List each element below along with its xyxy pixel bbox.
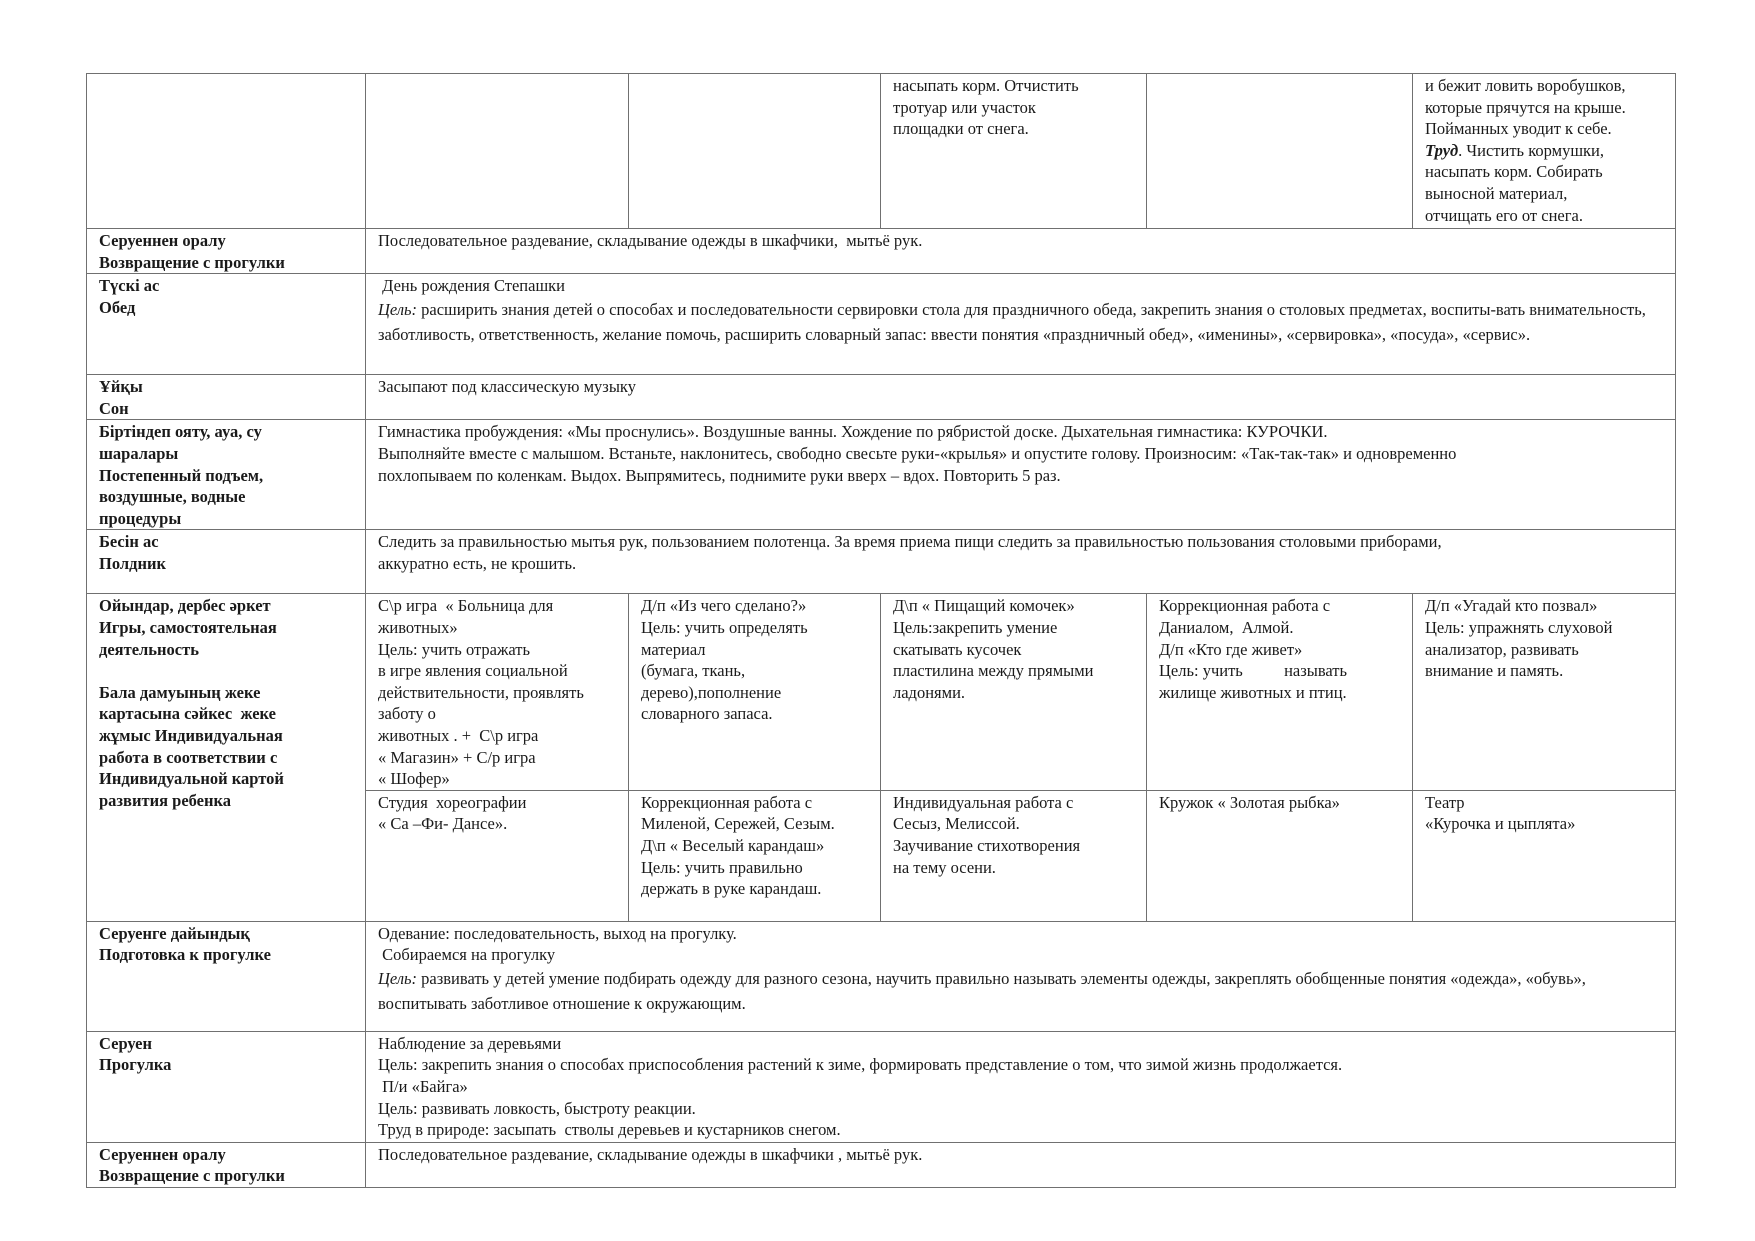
row-header-ru: Обед — [99, 297, 136, 317]
text-line: Даниалом, Алмой. — [1159, 617, 1294, 637]
row-header-kz: Серуен — [99, 1033, 152, 1053]
text-line: Цель: развивать ловкость, быстроту реакции. — [378, 1098, 696, 1118]
games-cell-2 — [629, 594, 881, 790]
row-header-line: картасына сәйкес жеке — [99, 704, 276, 724]
table-row-walk — [87, 1031, 1676, 1142]
text-line: Театр — [1425, 792, 1465, 812]
text-line: насыпать корм. Собирать — [1425, 162, 1603, 182]
text-line: заботу о — [378, 704, 436, 724]
individual-cell-2 — [629, 790, 881, 921]
text-line: « Магазин» + С/р игра — [378, 747, 536, 767]
table-row-wakeup — [87, 420, 1676, 530]
text-line: словарного запаса. — [641, 704, 773, 724]
goal-text: развивать у детей умение подбирать одежду для разного сезона, научить правильно называть элементы одежды, закреплять обобщенные понятия «одежда», «обувь», воспитывать заботливое отношение к окружающим. — [378, 968, 1586, 1013]
text-line: Гимнастика пробуждения: «Мы проснулись». Воздушные ванны. Хождение по рябристой доске. Дыхательная гимнастика: КУРОЧКИ. — [378, 422, 1328, 442]
text-line: Следить за правильностью мытья рук, пользованием полотенца. За время приема пищи следить за правильностью пользования столовыми приборами, — [378, 532, 1442, 552]
row-header-line: Бала дамуының жеке — [99, 682, 261, 702]
row-header-line: Постепенный подъем, — [99, 465, 264, 485]
row-header-kz: Серуеннен оралу — [99, 1144, 226, 1164]
text-line: дерево),пополнение — [641, 682, 782, 702]
row-header-line: деятельность — [99, 639, 199, 659]
text-line: аккуратно есть, не крошить. — [378, 553, 577, 573]
continuation-cell-1 — [366, 74, 629, 229]
text-line: тротуар или участок — [893, 97, 1036, 117]
text-line: ладонями. — [893, 682, 966, 702]
row-header-line: процедуры — [99, 508, 182, 528]
text-line: Миленой, Сережей, Сезым. — [641, 814, 835, 834]
text-line: Студия хореографии — [378, 792, 527, 812]
goal-label: Цель: — [378, 299, 418, 319]
goal-text: расширить знания детей о способах и последовательности сервировки стола для праздничного обеда, закрепить знания о столовых предметах, воспиты-вать внимательность, заботливость, ответственность, желание помочь, расширить словарный запас: ввести понятия «праздничный обед», «именины», «сервировка», «посуда», «сервис». — [378, 299, 1646, 344]
row-header — [87, 530, 366, 594]
row-header — [87, 1031, 366, 1142]
row-header — [87, 274, 366, 375]
text-line: скатывать кусочек — [893, 639, 1022, 659]
text-line: и бежит ловить воробушков, — [1425, 76, 1626, 95]
row-header-kz: Бесін ас — [99, 532, 159, 552]
text-line: Последовательное раздевание, складывание одежды в шкафчики , мытьё рук. — [378, 1144, 923, 1164]
text-line — [1425, 140, 1665, 162]
individual-cell-5 — [1413, 790, 1676, 921]
text-line: Цель: учить правильно — [641, 857, 803, 877]
table-row-lunch — [87, 274, 1676, 375]
row-header-line: воздушные, водные — [99, 487, 246, 507]
text-line: Цель: учить называть — [1159, 661, 1348, 681]
text-line: Цель:закрепить умение — [893, 617, 1058, 637]
lunch-goal — [378, 297, 1665, 347]
continuation-cell-2 — [629, 74, 881, 229]
row-header-line: работа в соответствии с — [99, 747, 278, 767]
text-line: на тему осени. — [893, 857, 996, 877]
row-header-kz: Серуеннен оралу — [99, 231, 226, 250]
row-header-line: Біртіндеп ояту, ауа, су — [99, 422, 262, 442]
text-line: С\р игра « Больница для — [378, 596, 554, 616]
row-header-ru: Подготовка к прогулке — [99, 945, 271, 965]
games-cell-3 — [881, 594, 1147, 790]
continuation-cell-5 — [1413, 74, 1676, 229]
row-header — [87, 229, 366, 274]
prep-goal — [378, 966, 1665, 1016]
row-content — [366, 229, 1676, 274]
games-cell-5 — [1413, 594, 1676, 790]
text-line: внимание и память. — [1425, 661, 1564, 681]
table-row-games — [87, 594, 1676, 790]
row-header-line — [99, 660, 355, 682]
row-header-line: жұмыс Индивидуальная — [99, 725, 283, 745]
row-header-line: шаралары — [99, 443, 179, 463]
text-line: Д\п « Веселый карандаш» — [641, 835, 825, 855]
row-header-ru: Сон — [99, 398, 129, 418]
row-header — [87, 420, 366, 530]
text-line: Засыпают под классическую музыку — [378, 377, 636, 397]
text-line: Коррекционная работа с — [641, 792, 813, 812]
text-line: площадки от снега. — [893, 119, 1029, 139]
row-content — [366, 1031, 1676, 1142]
row-content — [366, 420, 1676, 530]
text-line: насыпать корм. Отчистить — [893, 76, 1079, 95]
text-line: животных . + С\р игра — [378, 725, 539, 745]
daily-plan-table — [86, 73, 1676, 1188]
text-line: похлопываем по коленкам. Выдох. Выпрямитесь, поднимите руки вверх – вдох. Повторить 5 раз. — [378, 465, 1061, 485]
text-line: Цель: закрепить знания о способах приспособления растений к зиме, формировать представление о том, что зимой жизнь продолжается. — [378, 1055, 1343, 1075]
table-row-snack — [87, 530, 1676, 594]
row-header — [87, 594, 366, 921]
text-line: Собираемся на прогулку — [378, 945, 556, 965]
goal-label: Цель: — [378, 968, 418, 988]
text-line: «Курочка и цыплята» — [1425, 814, 1576, 834]
text-line: Д/п «Угадай кто позвал» — [1425, 596, 1598, 616]
row-content — [366, 530, 1676, 594]
row-header-ru: Прогулка — [99, 1055, 172, 1075]
text-line: Последовательное раздевание, складывание одежды в шкафчики, мытьё рук. — [378, 231, 923, 250]
row-header-ru: Возвращение с прогулки — [99, 1166, 285, 1186]
row-header-kz: Ұйқы — [99, 377, 143, 397]
text-line: материал — [641, 639, 706, 659]
row-content — [366, 921, 1676, 1031]
text-line: выносной материал, — [1425, 183, 1568, 203]
text-line: действительности, проявлять — [378, 682, 584, 702]
trud-text: . Чистить кормушки, — [1458, 140, 1604, 160]
continuation-cell-3 — [881, 74, 1147, 229]
lunch-title: День рождения Степашки — [378, 276, 565, 296]
text-line: Наблюдение за деревьями — [378, 1033, 562, 1053]
text-line: Одевание: последовательность, выход на прогулку. — [378, 923, 737, 943]
text-line: (бумага, ткань, — [641, 661, 746, 681]
individual-cell-4 — [1147, 790, 1413, 921]
row-content — [366, 274, 1676, 375]
row-header — [87, 1142, 366, 1187]
text-line: жилище животных и птиц. — [1159, 682, 1347, 702]
text-line: в игре явления социальной — [378, 661, 568, 681]
text-line: Д\п « Пищащий комочек» — [893, 596, 1075, 616]
row-header-kz: Серуенге дайындық — [99, 923, 250, 943]
row-header-ru: Возвращение с прогулки — [99, 252, 285, 272]
individual-cell-1 — [366, 790, 629, 921]
table-row-sleep — [87, 375, 1676, 420]
text-line: Цель: упражнять слуховой — [1425, 617, 1613, 637]
row-header-line: Ойындар, дербес әркет — [99, 596, 271, 616]
text-line: Пойманных уводит к себе. — [1425, 119, 1612, 139]
text-line: « Са –Фи- Дансе». — [378, 814, 508, 834]
text-line: Д/п «Кто где живет» — [1159, 639, 1303, 659]
text-line: Выполняйте вместе с малышом. Встаньте, наклонитесь, свободно свесьте руки-«крылья» и опустите голову. Произносим: «Так-так-так» и одновременно — [378, 443, 1457, 463]
table-row-continuation — [87, 74, 1676, 229]
text-line: П/и «Байга» — [378, 1076, 468, 1096]
row-header-ru: Полдник — [99, 553, 166, 573]
trud-label: Труд — [1425, 140, 1459, 160]
text-line: отчищать его от снега. — [1425, 205, 1583, 225]
row-header — [87, 921, 366, 1031]
table-row-return-from-walk — [87, 229, 1676, 274]
text-line: Кружок « Золотая рыбка» — [1159, 792, 1340, 812]
games-cell-4 — [1147, 594, 1413, 790]
row-header-line: развития ребенка — [99, 790, 232, 810]
row-header-kz: Түскі ас — [99, 276, 160, 296]
text-line: « Шофер» — [378, 769, 450, 789]
row-header-empty — [87, 74, 366, 229]
individual-cell-3 — [881, 790, 1147, 921]
row-header-line: Игры, самостоятельная — [99, 617, 277, 637]
row-content — [366, 375, 1676, 420]
text-line: Индивидуальная работа с — [893, 792, 1074, 812]
text-line: Д/п «Из чего сделано?» — [641, 596, 807, 616]
text-line: анализатор, развивать — [1425, 639, 1579, 659]
text-line: Заучивание стихотворения — [893, 835, 1081, 855]
text-line: держать в руке карандаш. — [641, 879, 822, 899]
text-line: Труд в природе: засыпать стволы деревьев и кустарников снегом. — [378, 1120, 841, 1140]
table-row-walk-preparation — [87, 921, 1676, 1031]
row-header-line: Индивидуальной картой — [99, 769, 284, 789]
row-content — [366, 1142, 1676, 1187]
row-header — [87, 375, 366, 420]
text-line: которые прячутся на крыше. — [1425, 97, 1626, 117]
games-cell-1 — [366, 594, 629, 790]
text-line: Цель: учить отражать — [378, 639, 530, 659]
text-line: Цель: учить определять — [641, 617, 808, 637]
continuation-cell-4 — [1147, 74, 1413, 229]
text-line: пластилина между прямыми — [893, 661, 1094, 681]
text-line: животных» — [378, 617, 458, 637]
text-line: Коррекционная работа с — [1159, 596, 1331, 616]
text-line: Сесыз, Мелиссой. — [893, 814, 1020, 834]
table-row-return-from-walk — [87, 1142, 1676, 1187]
